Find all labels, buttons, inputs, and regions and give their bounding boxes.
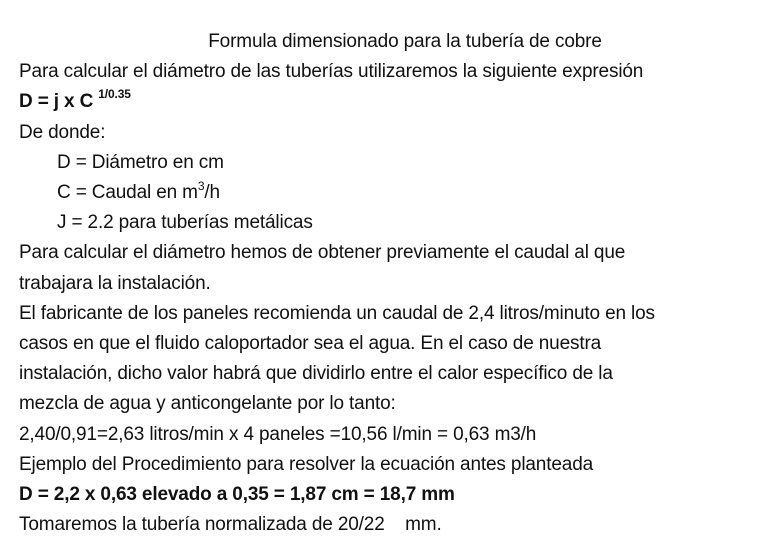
- paragraph-2-line-3: instalación, dicho valor habrá que dividirlo entre el calor específico de la: [19, 363, 613, 385]
- formula-exponent: 1/0.35: [98, 87, 131, 102]
- formula-base: D = j x C: [19, 91, 99, 113]
- paragraph-1-line-1: Para calcular el diámetro hemos de obtener previamente el caudal al que: [19, 242, 626, 264]
- definition-j: J = 2.2 para tuberías metálicas: [57, 212, 313, 234]
- paragraph-2-line-1: El fabricante de los paneles recomienda un caudal de 2,4 litros/minuto en los: [19, 302, 655, 324]
- paragraph-2-line-4: mezcla de agua y anticongelante por lo tanto:: [19, 393, 396, 415]
- result-line: D = 2,2 x 0,63 elevado a 0,35 = 1,87 cm = 18,7 mm: [19, 484, 455, 506]
- conclusion-line: Tomaremos la tubería normalizada de 20/22 mm.: [19, 514, 442, 536]
- formula: [19, 87, 761, 117]
- where-label: De donde:: [19, 121, 106, 143]
- definition-diameter: D = Diámetro en cm: [57, 151, 224, 173]
- definition-flow: [19, 178, 761, 208]
- flow-prefix: C = Caudal en m: [57, 182, 198, 204]
- paragraph-1-line-2: trabajara la instalación.: [19, 272, 211, 294]
- document-title: Formula dimensionado para la tubería de cobre: [208, 31, 602, 52]
- paragraph-2-line-2: casos en que el fluido caloportador sea el agua. En el caso de nuestra: [19, 333, 602, 355]
- intro-text: Para calcular el diámetro de las tuberías utilizaremos la siguiente expresión: [19, 61, 644, 83]
- example-line: Ejemplo del Procedimiento para resolver la ecuación antes planteada: [19, 453, 594, 475]
- flow-suffix: /h: [204, 182, 220, 204]
- flow-exponent: 3: [197, 179, 205, 194]
- calculation-line: 2,40/0,91=2,63 litros/min x 4 paneles =10,56 l/min = 0,63 m3/h: [19, 423, 537, 445]
